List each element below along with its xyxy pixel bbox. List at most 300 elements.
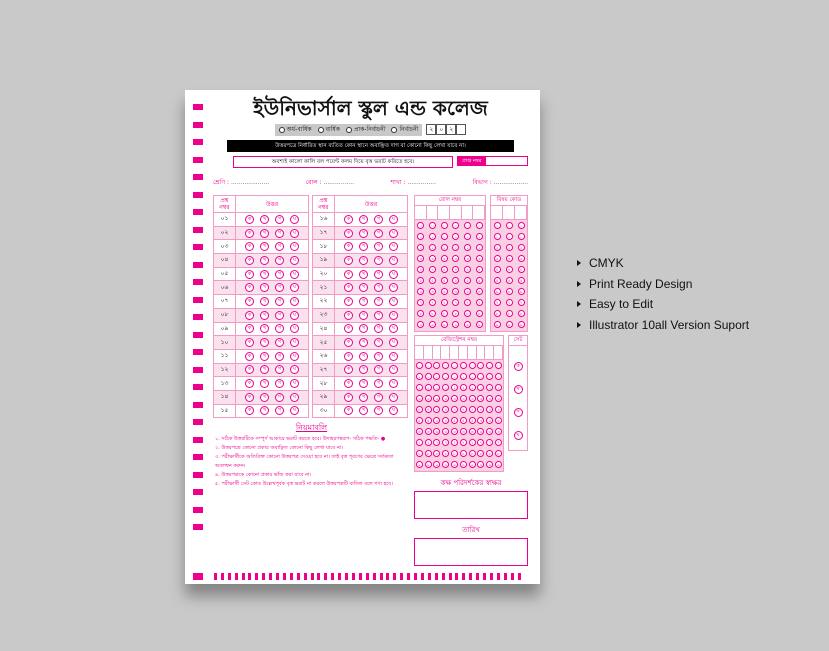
digit-bubble[interactable]: ১ xyxy=(464,233,471,240)
option-bubble[interactable]: গ xyxy=(275,229,284,238)
option-bubble[interactable]: ঘ xyxy=(389,352,398,361)
option-bubble[interactable]: খ xyxy=(260,215,269,224)
option-bubble[interactable]: ঘ xyxy=(389,365,398,374)
option-bubble[interactable]: খ xyxy=(359,311,368,320)
digit-bubble[interactable]: ৮ xyxy=(441,310,448,317)
option-bubble[interactable]: খ xyxy=(359,338,368,347)
option-bubble[interactable]: খ xyxy=(260,352,269,361)
digit-bubble[interactable]: ৮ xyxy=(486,450,493,457)
digit-entry-box[interactable] xyxy=(491,206,503,219)
digit-bubble[interactable]: ৫ xyxy=(441,277,448,284)
digit-bubble[interactable]: ০ xyxy=(460,362,467,369)
digit-bubble[interactable]: ৪ xyxy=(452,266,459,273)
digit-bubble[interactable]: ৩ xyxy=(433,395,440,402)
digit-bubble[interactable]: ২ xyxy=(477,384,484,391)
digit-bubble[interactable]: ২ xyxy=(416,384,423,391)
digit-bubble[interactable]: ৩ xyxy=(416,395,423,402)
digit-bubble[interactable]: ৪ xyxy=(451,406,458,413)
option-bubble[interactable]: ঘ xyxy=(290,242,299,251)
option-bubble[interactable]: ঘ xyxy=(290,352,299,361)
option-bubble[interactable]: গ xyxy=(374,393,383,402)
digit-bubble[interactable]: ৩ xyxy=(476,255,483,262)
digit-bubble[interactable]: ০ xyxy=(442,362,449,369)
digit-bubble[interactable]: ৬ xyxy=(469,428,476,435)
digit-bubble[interactable]: ৬ xyxy=(464,288,471,295)
digit-bubble[interactable]: ৭ xyxy=(460,439,467,446)
option-bubble[interactable]: ঘ xyxy=(290,379,299,388)
option-bubble[interactable]: ঘ xyxy=(389,256,398,265)
digit-bubble[interactable]: ৫ xyxy=(433,417,440,424)
digit-entry-box[interactable] xyxy=(450,346,459,359)
option-bubble[interactable]: ঘ xyxy=(290,365,299,374)
digit-bubble[interactable]: ৩ xyxy=(425,395,432,402)
option-bubble[interactable]: ক xyxy=(344,365,353,374)
option-bubble[interactable]: খ xyxy=(359,256,368,265)
digit-entry-box[interactable] xyxy=(494,346,503,359)
digit-entry-box[interactable] xyxy=(415,206,427,219)
digit-bubble[interactable]: ০ xyxy=(469,362,476,369)
option-bubble[interactable]: খ xyxy=(359,283,368,292)
digit-bubble[interactable]: ০ xyxy=(452,222,459,229)
digit-bubble[interactable]: ১ xyxy=(486,373,493,380)
option-bubble[interactable]: ক xyxy=(344,338,353,347)
option-bubble[interactable]: গ xyxy=(275,215,284,224)
digit-bubble[interactable]: ৭ xyxy=(451,439,458,446)
digit-bubble[interactable]: ৯ xyxy=(477,461,484,468)
option-bubble[interactable]: ঘ xyxy=(389,229,398,238)
digit-entry-box[interactable] xyxy=(450,206,462,219)
digit-bubble[interactable]: ২ xyxy=(486,384,493,391)
digit-bubble[interactable]: ৬ xyxy=(495,428,502,435)
digit-bubble[interactable]: ২ xyxy=(460,384,467,391)
digit-bubble[interactable]: ৪ xyxy=(494,266,501,273)
digit-bubble[interactable]: ৯ xyxy=(451,461,458,468)
set-bubble[interactable]: খ xyxy=(514,385,523,394)
option-bubble[interactable]: গ xyxy=(374,270,383,279)
option-bubble[interactable]: ঘ xyxy=(290,270,299,279)
digit-bubble[interactable]: ৯ xyxy=(476,321,483,328)
digit-bubble[interactable]: ৩ xyxy=(417,255,424,262)
digit-bubble[interactable]: ৬ xyxy=(477,428,484,435)
digit-bubble[interactable]: ৩ xyxy=(429,255,436,262)
option-bubble[interactable]: ক xyxy=(245,270,254,279)
digit-bubble[interactable]: ১ xyxy=(416,373,423,380)
option-bubble[interactable]: ঘ xyxy=(290,283,299,292)
option-bubble[interactable]: গ xyxy=(275,365,284,374)
option-bubble[interactable]: ঘ xyxy=(290,338,299,347)
digit-bubble[interactable]: ৮ xyxy=(495,450,502,457)
option-bubble[interactable]: খ xyxy=(260,324,269,333)
digit-bubble[interactable]: ০ xyxy=(429,222,436,229)
set-bubble[interactable]: গ xyxy=(514,408,523,417)
digit-bubble[interactable]: ২ xyxy=(429,244,436,251)
option-bubble[interactable]: ক xyxy=(344,229,353,238)
digit-bubble[interactable]: ২ xyxy=(469,384,476,391)
digit-bubble[interactable]: ৫ xyxy=(476,277,483,284)
option-bubble[interactable]: ক xyxy=(245,242,254,251)
option-bubble[interactable]: ক xyxy=(245,256,254,265)
digit-bubble[interactable]: ৫ xyxy=(417,277,424,284)
digit-bubble[interactable]: ১ xyxy=(433,373,440,380)
digit-entry-box[interactable] xyxy=(424,346,433,359)
digit-bubble[interactable]: ৫ xyxy=(451,417,458,424)
digit-bubble[interactable]: ৮ xyxy=(416,450,423,457)
digit-bubble[interactable]: ৭ xyxy=(518,299,525,306)
digit-bubble[interactable]: ৯ xyxy=(506,321,513,328)
digit-bubble[interactable]: ২ xyxy=(518,244,525,251)
digit-bubble[interactable]: ৪ xyxy=(469,406,476,413)
digit-bubble[interactable]: ৬ xyxy=(476,288,483,295)
option-bubble[interactable]: ক xyxy=(344,283,353,292)
digit-bubble[interactable]: ৯ xyxy=(518,321,525,328)
option-bubble[interactable]: গ xyxy=(275,256,284,265)
digit-bubble[interactable]: ৯ xyxy=(442,461,449,468)
option-bubble[interactable]: খ xyxy=(260,338,269,347)
digit-bubble[interactable]: ০ xyxy=(518,222,525,229)
digit-bubble[interactable]: ৪ xyxy=(442,406,449,413)
digit-bubble[interactable]: ৬ xyxy=(518,288,525,295)
option-bubble[interactable]: ঘ xyxy=(389,215,398,224)
digit-bubble[interactable]: ৫ xyxy=(429,277,436,284)
option-bubble[interactable]: গ xyxy=(374,406,383,415)
option-bubble[interactable]: ক xyxy=(344,256,353,265)
option-bubble[interactable]: গ xyxy=(374,256,383,265)
digit-bubble[interactable]: ০ xyxy=(506,222,513,229)
option-bubble[interactable]: গ xyxy=(374,215,383,224)
digit-bubble[interactable]: ৮ xyxy=(469,450,476,457)
digit-bubble[interactable]: ১ xyxy=(442,373,449,380)
digit-bubble[interactable]: ৩ xyxy=(469,395,476,402)
digit-entry-box[interactable] xyxy=(462,206,474,219)
digit-bubble[interactable]: ৪ xyxy=(425,406,432,413)
digit-bubble[interactable]: ৫ xyxy=(460,417,467,424)
digit-bubble[interactable]: ১ xyxy=(451,373,458,380)
digit-bubble[interactable]: ৭ xyxy=(417,299,424,306)
option-bubble[interactable]: খ xyxy=(359,324,368,333)
digit-bubble[interactable]: ১ xyxy=(452,233,459,240)
option-bubble[interactable]: ক xyxy=(344,393,353,402)
digit-bubble[interactable]: ৭ xyxy=(495,439,502,446)
digit-entry-box[interactable] xyxy=(468,346,477,359)
option-bubble[interactable]: খ xyxy=(260,365,269,374)
option-bubble[interactable]: ঘ xyxy=(290,297,299,306)
digit-bubble[interactable]: ৮ xyxy=(506,310,513,317)
digit-bubble[interactable]: ১ xyxy=(469,373,476,380)
digit-bubble[interactable]: ২ xyxy=(433,384,440,391)
digit-bubble[interactable]: ৭ xyxy=(442,439,449,446)
option-bubble[interactable]: ঘ xyxy=(290,311,299,320)
digit-entry-box[interactable] xyxy=(415,346,424,359)
option-bubble[interactable]: ঘ xyxy=(290,393,299,402)
digit-bubble[interactable]: ৩ xyxy=(451,395,458,402)
option-bubble[interactable]: গ xyxy=(374,338,383,347)
option-bubble[interactable]: গ xyxy=(374,379,383,388)
digit-bubble[interactable]: ৩ xyxy=(464,255,471,262)
digit-bubble[interactable]: ৯ xyxy=(429,321,436,328)
digit-bubble[interactable]: ৫ xyxy=(442,417,449,424)
digit-bubble[interactable]: ২ xyxy=(495,384,502,391)
digit-bubble[interactable]: ৫ xyxy=(494,277,501,284)
digit-bubble[interactable]: ৫ xyxy=(452,277,459,284)
digit-bubble[interactable]: ৭ xyxy=(452,299,459,306)
digit-bubble[interactable]: ৬ xyxy=(433,428,440,435)
digit-bubble[interactable]: ৬ xyxy=(494,288,501,295)
digit-bubble[interactable]: ৬ xyxy=(417,288,424,295)
option-bubble[interactable]: খ xyxy=(260,242,269,251)
option-bubble[interactable]: খ xyxy=(359,229,368,238)
option-bubble[interactable]: ঘ xyxy=(290,324,299,333)
digit-bubble[interactable]: ৪ xyxy=(433,406,440,413)
option-bubble[interactable]: খ xyxy=(359,270,368,279)
digit-bubble[interactable]: ৭ xyxy=(476,299,483,306)
option-bubble[interactable]: ঘ xyxy=(290,406,299,415)
option-bubble[interactable]: গ xyxy=(275,379,284,388)
digit-bubble[interactable]: ০ xyxy=(451,362,458,369)
option-bubble[interactable]: ক xyxy=(245,215,254,224)
digit-bubble[interactable]: ৩ xyxy=(506,255,513,262)
digit-bubble[interactable]: ০ xyxy=(425,362,432,369)
option-bubble[interactable]: ক xyxy=(245,406,254,415)
digit-bubble[interactable]: ৪ xyxy=(464,266,471,273)
digit-bubble[interactable]: ৯ xyxy=(416,461,423,468)
option-bubble[interactable]: খ xyxy=(260,256,269,265)
digit-bubble[interactable]: ৫ xyxy=(495,417,502,424)
option-bubble[interactable]: ক xyxy=(245,297,254,306)
exam-type-test[interactable]: নির্বাচনী xyxy=(391,125,418,135)
option-bubble[interactable]: ক xyxy=(245,324,254,333)
digit-bubble[interactable]: ৭ xyxy=(506,299,513,306)
digit-bubble[interactable]: ৭ xyxy=(425,439,432,446)
digit-bubble[interactable]: ৯ xyxy=(452,321,459,328)
digit-bubble[interactable]: ৫ xyxy=(416,417,423,424)
option-bubble[interactable]: ক xyxy=(344,270,353,279)
digit-entry-box[interactable] xyxy=(503,206,515,219)
digit-bubble[interactable]: ৮ xyxy=(429,310,436,317)
option-bubble[interactable]: গ xyxy=(374,283,383,292)
option-bubble[interactable]: ক xyxy=(245,352,254,361)
digit-bubble[interactable]: ২ xyxy=(417,244,424,251)
digit-bubble[interactable]: ৮ xyxy=(477,450,484,457)
option-bubble[interactable]: ক xyxy=(245,283,254,292)
digit-bubble[interactable]: ৪ xyxy=(495,406,502,413)
digit-bubble[interactable]: ৭ xyxy=(441,299,448,306)
option-bubble[interactable]: ক xyxy=(245,229,254,238)
option-bubble[interactable]: গ xyxy=(374,365,383,374)
option-bubble[interactable]: ঘ xyxy=(389,406,398,415)
digit-bubble[interactable]: ৭ xyxy=(416,439,423,446)
option-bubble[interactable]: ক xyxy=(344,311,353,320)
digit-bubble[interactable]: ৩ xyxy=(495,395,502,402)
digit-bubble[interactable]: ১ xyxy=(425,373,432,380)
digit-bubble[interactable]: ২ xyxy=(506,244,513,251)
digit-bubble[interactable]: ৬ xyxy=(442,428,449,435)
option-bubble[interactable]: ক xyxy=(344,242,353,251)
digit-bubble[interactable]: ৭ xyxy=(429,299,436,306)
option-bubble[interactable]: ঘ xyxy=(290,229,299,238)
digit-bubble[interactable]: ৪ xyxy=(486,406,493,413)
digit-bubble[interactable]: ২ xyxy=(425,384,432,391)
digit-bubble[interactable]: ১ xyxy=(441,233,448,240)
digit-bubble[interactable]: ৩ xyxy=(460,395,467,402)
option-bubble[interactable]: গ xyxy=(275,297,284,306)
digit-bubble[interactable]: ৮ xyxy=(425,450,432,457)
digit-bubble[interactable]: ৬ xyxy=(441,288,448,295)
digit-bubble[interactable]: ১ xyxy=(417,233,424,240)
digit-entry-box[interactable] xyxy=(473,206,485,219)
digit-bubble[interactable]: ৭ xyxy=(464,299,471,306)
digit-bubble[interactable]: ৬ xyxy=(506,288,513,295)
option-bubble[interactable]: খ xyxy=(260,379,269,388)
option-bubble[interactable]: ক xyxy=(344,406,353,415)
option-bubble[interactable]: ঘ xyxy=(389,270,398,279)
digit-bubble[interactable]: ৪ xyxy=(460,406,467,413)
option-bubble[interactable]: ক xyxy=(344,379,353,388)
digit-bubble[interactable]: ০ xyxy=(464,222,471,229)
option-bubble[interactable]: ঘ xyxy=(389,324,398,333)
digit-bubble[interactable]: ৪ xyxy=(417,266,424,273)
option-bubble[interactable]: খ xyxy=(359,393,368,402)
option-bubble[interactable]: খ xyxy=(260,297,269,306)
digit-bubble[interactable]: ৬ xyxy=(425,428,432,435)
digit-bubble[interactable]: ৬ xyxy=(416,428,423,435)
digit-bubble[interactable]: ৩ xyxy=(452,255,459,262)
digit-bubble[interactable]: ২ xyxy=(442,384,449,391)
digit-bubble[interactable]: ৯ xyxy=(486,461,493,468)
option-bubble[interactable]: খ xyxy=(359,297,368,306)
option-bubble[interactable]: ঘ xyxy=(290,256,299,265)
digit-bubble[interactable]: ৯ xyxy=(441,321,448,328)
option-bubble[interactable]: গ xyxy=(275,311,284,320)
digit-bubble[interactable]: ৯ xyxy=(460,461,467,468)
digit-bubble[interactable]: ৭ xyxy=(469,439,476,446)
option-bubble[interactable]: ক xyxy=(245,365,254,374)
date-box[interactable] xyxy=(414,538,528,566)
digit-bubble[interactable]: ০ xyxy=(433,362,440,369)
digit-bubble[interactable]: ৮ xyxy=(476,310,483,317)
digit-bubble[interactable]: ৮ xyxy=(464,310,471,317)
digit-bubble[interactable]: ৮ xyxy=(442,450,449,457)
digit-entry-box[interactable] xyxy=(433,346,442,359)
digit-bubble[interactable]: ৯ xyxy=(464,321,471,328)
digit-bubble[interactable]: ২ xyxy=(441,244,448,251)
set-bubble[interactable]: ঘ xyxy=(514,431,523,440)
digit-bubble[interactable]: ৫ xyxy=(477,417,484,424)
option-bubble[interactable]: ক xyxy=(245,311,254,320)
digit-bubble[interactable]: ২ xyxy=(494,244,501,251)
digit-bubble[interactable]: ২ xyxy=(464,244,471,251)
digit-entry-box[interactable] xyxy=(477,346,486,359)
digit-bubble[interactable]: ৫ xyxy=(518,277,525,284)
option-bubble[interactable]: খ xyxy=(359,352,368,361)
digit-bubble[interactable]: ৪ xyxy=(518,266,525,273)
digit-bubble[interactable]: ১ xyxy=(477,373,484,380)
option-bubble[interactable]: ক xyxy=(344,324,353,333)
exam-type-annual[interactable]: বার্ষিক xyxy=(318,125,340,135)
option-bubble[interactable]: খ xyxy=(359,379,368,388)
digit-bubble[interactable]: ৯ xyxy=(469,461,476,468)
option-bubble[interactable]: ক xyxy=(245,338,254,347)
option-bubble[interactable]: খ xyxy=(260,311,269,320)
digit-bubble[interactable]: ৩ xyxy=(477,395,484,402)
option-bubble[interactable]: খ xyxy=(359,406,368,415)
digit-bubble[interactable]: ২ xyxy=(476,244,483,251)
digit-entry-box[interactable] xyxy=(459,346,468,359)
option-bubble[interactable]: গ xyxy=(374,311,383,320)
option-bubble[interactable]: গ xyxy=(275,270,284,279)
digit-bubble[interactable]: ৪ xyxy=(477,406,484,413)
option-bubble[interactable]: খ xyxy=(359,242,368,251)
digit-entry-box[interactable] xyxy=(441,346,450,359)
option-bubble[interactable]: খ xyxy=(260,406,269,415)
digit-bubble[interactable]: ৫ xyxy=(506,277,513,284)
option-bubble[interactable]: ঘ xyxy=(389,297,398,306)
option-bubble[interactable]: খ xyxy=(260,229,269,238)
digit-bubble[interactable]: ৯ xyxy=(433,461,440,468)
option-bubble[interactable]: ক xyxy=(344,215,353,224)
option-bubble[interactable]: খ xyxy=(260,393,269,402)
digit-bubble[interactable]: ১ xyxy=(518,233,525,240)
digit-bubble[interactable]: ৯ xyxy=(425,461,432,468)
digit-bubble[interactable]: ৮ xyxy=(518,310,525,317)
digit-bubble[interactable]: ০ xyxy=(416,362,423,369)
option-bubble[interactable]: গ xyxy=(275,283,284,292)
option-bubble[interactable]: ঘ xyxy=(389,338,398,347)
digit-bubble[interactable]: ০ xyxy=(495,362,502,369)
digit-bubble[interactable]: ০ xyxy=(494,222,501,229)
digit-bubble[interactable]: ৮ xyxy=(417,310,424,317)
option-bubble[interactable]: গ xyxy=(374,242,383,251)
option-bubble[interactable]: ক xyxy=(344,297,353,306)
digit-entry-box[interactable] xyxy=(427,206,439,219)
digit-bubble[interactable]: ৭ xyxy=(477,439,484,446)
digit-entry-box[interactable] xyxy=(438,206,450,219)
digit-bubble[interactable]: ৬ xyxy=(429,288,436,295)
option-bubble[interactable]: গ xyxy=(275,352,284,361)
digit-bubble[interactable]: ৪ xyxy=(476,266,483,273)
digit-bubble[interactable]: ৯ xyxy=(494,321,501,328)
digit-bubble[interactable]: ৬ xyxy=(452,288,459,295)
digit-bubble[interactable]: ৬ xyxy=(486,428,493,435)
option-bubble[interactable]: গ xyxy=(374,229,383,238)
digit-bubble[interactable]: ৩ xyxy=(486,395,493,402)
digit-bubble[interactable]: ০ xyxy=(441,222,448,229)
digit-bubble[interactable]: ২ xyxy=(452,244,459,251)
digit-bubble[interactable]: ১ xyxy=(460,373,467,380)
option-bubble[interactable]: ঘ xyxy=(389,393,398,402)
digit-bubble[interactable]: ০ xyxy=(417,222,424,229)
option-bubble[interactable]: ঘ xyxy=(389,379,398,388)
digit-bubble[interactable]: ৮ xyxy=(460,450,467,457)
option-bubble[interactable]: গ xyxy=(374,297,383,306)
option-bubble[interactable]: ঘ xyxy=(389,242,398,251)
option-bubble[interactable]: গ xyxy=(275,338,284,347)
digit-bubble[interactable]: ৮ xyxy=(452,310,459,317)
option-bubble[interactable]: ক xyxy=(245,379,254,388)
digit-bubble[interactable]: ৮ xyxy=(494,310,501,317)
option-bubble[interactable]: গ xyxy=(374,352,383,361)
digit-bubble[interactable]: ১ xyxy=(495,373,502,380)
digit-bubble[interactable]: ৪ xyxy=(441,266,448,273)
digit-bubble[interactable]: ৫ xyxy=(469,417,476,424)
digit-bubble[interactable]: ৪ xyxy=(429,266,436,273)
option-bubble[interactable]: খ xyxy=(359,365,368,374)
digit-bubble[interactable]: ৪ xyxy=(506,266,513,273)
digit-bubble[interactable]: ৪ xyxy=(416,406,423,413)
exam-type-half-yearly[interactable]: অর্ধ-বার্ষিক xyxy=(279,125,312,135)
digit-bubble[interactable]: ৩ xyxy=(494,255,501,262)
digit-bubble[interactable]: ৩ xyxy=(441,255,448,262)
digit-bubble[interactable]: ৬ xyxy=(460,428,467,435)
